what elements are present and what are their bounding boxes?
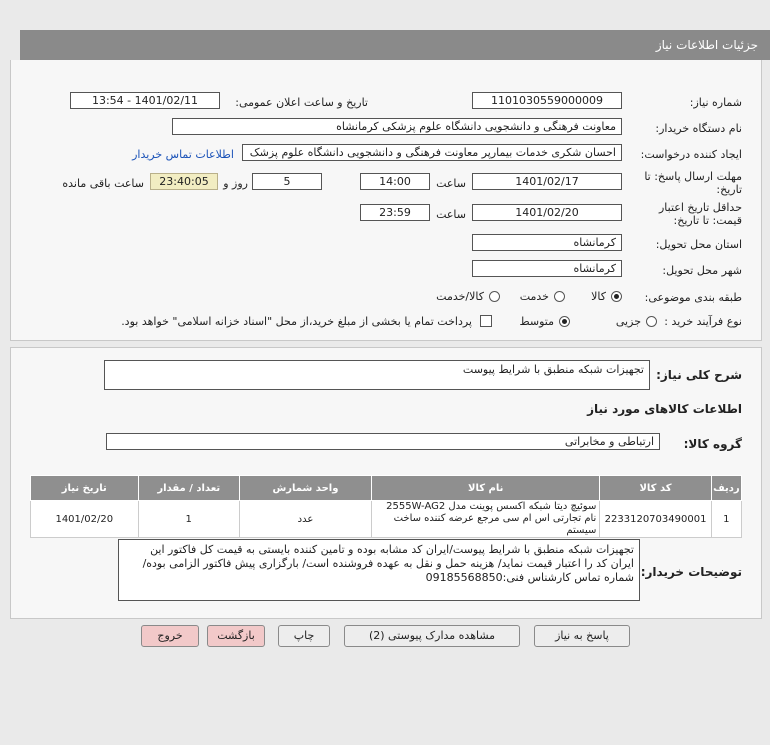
goods-group-field: ارتباطی و مخابراتی (106, 433, 660, 450)
cell-need-date: 1401/02/20 (31, 501, 139, 538)
reply-time-label: ساعت (436, 177, 466, 190)
validity-label: حداقل تاریخ اعتبار (658, 201, 742, 214)
page-title: جزئیات اطلاعات نیاز (655, 38, 758, 52)
validity-time-field: 23:59 (360, 204, 430, 221)
creator-label: ایجاد کننده درخواست: (640, 148, 742, 161)
remaining-time-field: 23:40:05 (150, 173, 218, 190)
table-header-row (31, 476, 742, 501)
goods-group-label: گروه کالا: (683, 437, 742, 451)
cell-code: 2233120703490001 (600, 501, 711, 538)
province-field: کرمانشاه (472, 234, 622, 251)
col-row: ردیف (711, 476, 741, 501)
category-goods-radio[interactable] (611, 291, 622, 302)
process-medium-radio[interactable] (559, 316, 570, 327)
print-button[interactable]: چاپ (278, 625, 330, 647)
need-number-label: شماره نیاز: (689, 96, 742, 109)
process-small-radio[interactable] (646, 316, 657, 327)
buyer-org-field: معاونت فرهنگی و دانشجویی دانشگاه علوم پزشکی کرمانشاه (172, 118, 622, 135)
cell-row: 1 (711, 501, 741, 538)
col-unit: واحد شمارش (239, 476, 371, 501)
reply-time-field: 14:00 (360, 173, 430, 190)
col-code: کد کالا (600, 476, 711, 501)
col-name: نام کالا (372, 476, 600, 501)
exit-button[interactable]: خروج (141, 625, 199, 647)
category-service-label: خدمت (519, 290, 549, 303)
reply-deadline-label: مهلت ارسال پاسخ: تا (644, 170, 742, 183)
col-need-date: تاریخ نیاز (31, 476, 139, 501)
process-medium-label: متوسط (519, 315, 554, 328)
validity-date-field: 1401/02/20 (472, 204, 622, 221)
city-field: کرمانشاه (472, 260, 622, 277)
buyer-notes-field: تجهیزات شبکه منطبق با شرایط پیوست/ایران کد مشابه بوده و تامین کننده بایستی به قیمت کل فاکتور این ایران کد را اعتبار قیمت نماید/ هزینه حمل و نقل به عهده فروشنده است/ بارگزاری پیش فاکتور الزامی بوده/شماره تماس کارشناس فنی:09185568850 (118, 539, 640, 601)
cell-quantity: 1 (138, 501, 239, 538)
announce-label: تاریخ و ساعت اعلان عمومی: (235, 96, 368, 109)
reply-button[interactable]: پاسخ به نیاز (534, 625, 630, 647)
buyer-notes-label: توضیحات خریدار: (640, 565, 742, 579)
process-small-label: جزیی (615, 315, 641, 328)
category-goods-label: کالا (591, 290, 606, 303)
city-label: شهر محل تحویل: (662, 264, 742, 277)
attachments-button[interactable]: مشاهده مدارک پیوستی (2) (344, 625, 520, 647)
remaining-label: ساعت باقی مانده (62, 177, 144, 190)
buyer-org-label: نام دستگاه خریدار: (655, 122, 742, 135)
province-label: استان محل تحویل: (655, 238, 742, 251)
cell-unit: عدد (239, 501, 371, 538)
need-number-field: 1101030559000009 (472, 92, 622, 109)
back-button[interactable]: بازگشت (207, 625, 265, 647)
summary-field: تجهیزات شبکه منطبق با شرایط پیوست (104, 360, 650, 390)
col-quantity: تعداد / مقدار (138, 476, 239, 501)
reply-deadline-label2: تاریخ: (716, 183, 742, 196)
days-label: روز و (223, 177, 248, 190)
days-field: 5 (252, 173, 322, 190)
items-table (30, 475, 742, 538)
creator-field: احسان شکری خدمات بیمارپر معاونت فرهنگی و دانشجویی دانشگاه علوم پزشک (242, 144, 622, 161)
category-both-radio[interactable] (489, 291, 500, 302)
buyer-contact-link[interactable]: اطلاعات تماس خریدار (132, 148, 234, 161)
page-header (20, 30, 770, 60)
category-service-radio[interactable] (554, 291, 565, 302)
cell-name: سوئیچ دیتا شبکه اکسس پوینت مدل 2555W-AG2 نام تجارتی اس ام سی مرجع عرضه کننده ساخت سیستم (372, 501, 600, 538)
summary-label: شرح کلی نیاز: (656, 368, 742, 382)
category-label: طبقه بندی موضوعی: (644, 291, 742, 304)
announce-field: 1401/02/11 - 13:54 (70, 92, 220, 109)
process-label: نوع فرآیند خرید : (664, 315, 742, 328)
reply-date-field: 1401/02/17 (472, 173, 622, 190)
validity-time-label: ساعت (436, 208, 466, 221)
treasury-payment-checkbox[interactable] (480, 315, 492, 327)
validity-label2: قیمت: تا تاریخ: (673, 214, 742, 227)
treasury-payment-note: پرداخت تمام یا بخشی از مبلغ خرید،از محل "اسناد خزانه اسلامی" خواهد بود. (121, 315, 472, 328)
category-both-label: کالا/خدمت (436, 290, 484, 303)
table-row (31, 501, 742, 538)
items-section-title: اطلاعات کالاهای مورد نیاز (587, 402, 742, 416)
